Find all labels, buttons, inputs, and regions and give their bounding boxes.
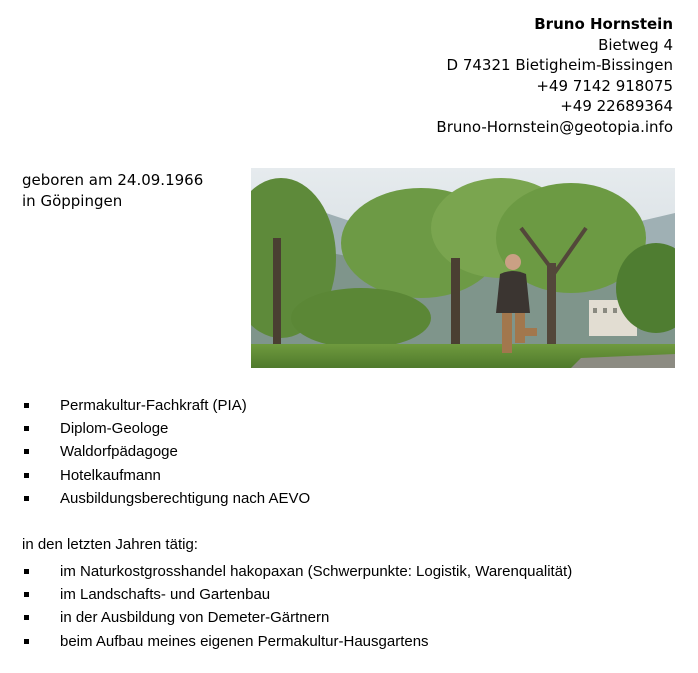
birth-date: geboren am 24.09.1966: [22, 171, 204, 189]
list-item: Hotelkaufmann: [22, 464, 310, 487]
list-item: im Naturkostgrosshandel hakopaxan (Schwerpunkte: Logistik, Warenqualität): [22, 560, 572, 583]
contact-block: [436, 14, 673, 137]
birth-place: in Göppingen: [22, 191, 123, 210]
bullet-icon: [24, 449, 29, 454]
list-item: im Landschafts- und Gartenbau: [22, 583, 572, 606]
qualifications-list: [22, 394, 310, 510]
bullet-icon: [24, 592, 29, 597]
list-item: Permakultur-Fachkraft (PIA): [22, 394, 310, 417]
contact-city: D 74321 Bietigheim-Bissingen: [446, 56, 673, 74]
list-item: Ausbildungsberechtigung nach AEVO: [22, 487, 310, 510]
contact-street: Bietweg 4: [598, 35, 673, 54]
list-item: Waldorfpädagoge: [22, 440, 310, 463]
portrait-photo: [251, 168, 675, 368]
bullet-icon: [24, 615, 29, 620]
list-item: Diplom-Geologe: [22, 417, 310, 440]
bullet-icon: [24, 473, 29, 478]
recent-work-list: [22, 560, 572, 653]
contact-phone-2: +49 22689364: [560, 97, 673, 115]
bullet-icon: [24, 639, 29, 644]
list-item: beim Aufbau meines eigenen Permakultur-Hausgartens: [22, 630, 572, 653]
bullet-icon: [24, 496, 29, 501]
bullet-icon: [24, 426, 29, 431]
birth-info: [22, 170, 203, 211]
bullet-icon: [24, 569, 29, 574]
bullet-icon: [24, 403, 29, 408]
list-item: in der Ausbildung von Demeter-Gärtnern: [22, 606, 572, 629]
contact-name: Bruno Hornstein: [534, 15, 673, 33]
contact-email: Bruno-Hornstein@geotopia.info: [436, 117, 673, 136]
recent-work-intro: in den letzten Jahren tätig:: [22, 536, 198, 553]
contact-phone-1: +49 7142 918075: [536, 76, 673, 95]
